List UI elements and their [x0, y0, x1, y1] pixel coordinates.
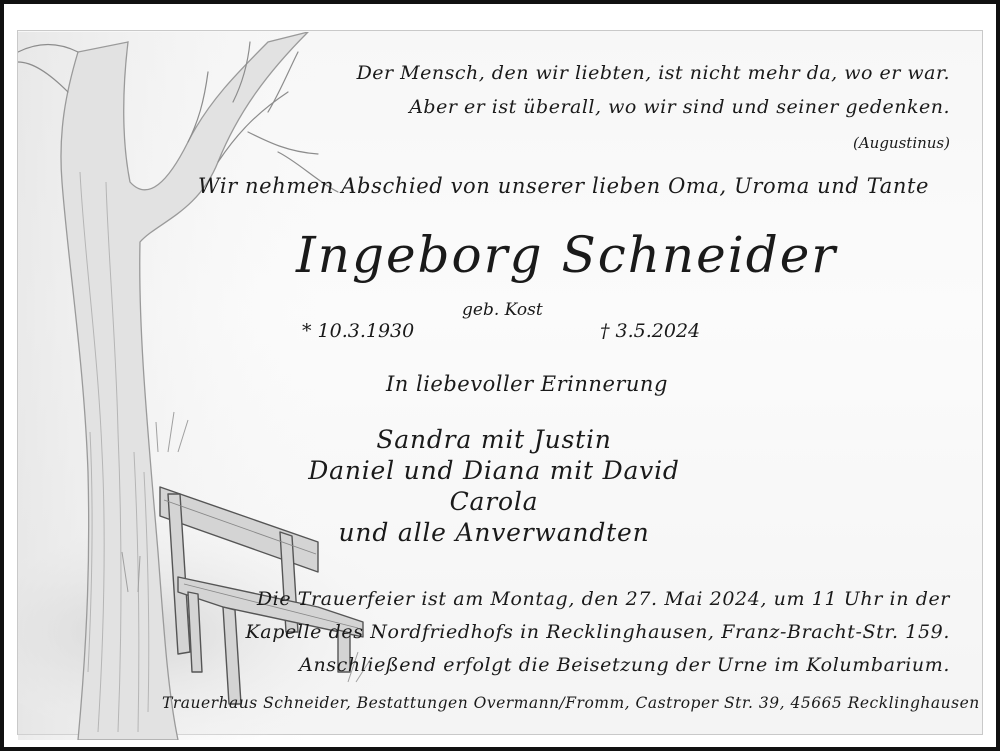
mourner-line: und alle Anverwandten: [338, 518, 650, 547]
quote-line-1: Der Mensch, den wir liebten, ist nicht mehr da, wo er war.: [356, 62, 950, 84]
mourner-line: Carola: [449, 487, 539, 516]
quote-line-2: Aber er ist überall, wo wir sind und seiner gedenken.: [409, 96, 950, 118]
service-line-1: Die Trauerfeier ist am Montag, den 27. Mai 2024, um 11 Uhr in der: [256, 588, 950, 610]
mourner-line: Daniel und Diana mit David: [308, 456, 680, 485]
quote-author: (Augustinus): [852, 134, 950, 152]
mourners-list: [304, 424, 684, 548]
maiden-name: geb. Kost: [462, 300, 543, 320]
memory-line: In liebevoller Erinnerung: [386, 372, 668, 396]
funeral-home-footer: Trauerhaus Schneider, Bestattungen Overmann/Fromm, Castroper Str. 39, 45665 Recklinghausen: [162, 694, 980, 712]
service-line-2: Kapelle des Nordfriedhofs in Recklinghausen, Franz-Bracht-Str. 159.: [245, 621, 950, 643]
mourner-line: Sandra mit Justin: [376, 425, 612, 454]
service-line-3: Anschließend erfolgt die Beisetzung der Urne im Kolumbarium.: [299, 654, 950, 676]
farewell-intro: Wir nehmen Abschied von unserer lieben Oma, Uroma und Tante: [198, 174, 930, 198]
death-date: † 3.5.2024: [600, 320, 701, 342]
birth-date: * 10.3.1930: [302, 320, 415, 342]
deceased-name: Ingeborg Schneider: [296, 226, 838, 284]
